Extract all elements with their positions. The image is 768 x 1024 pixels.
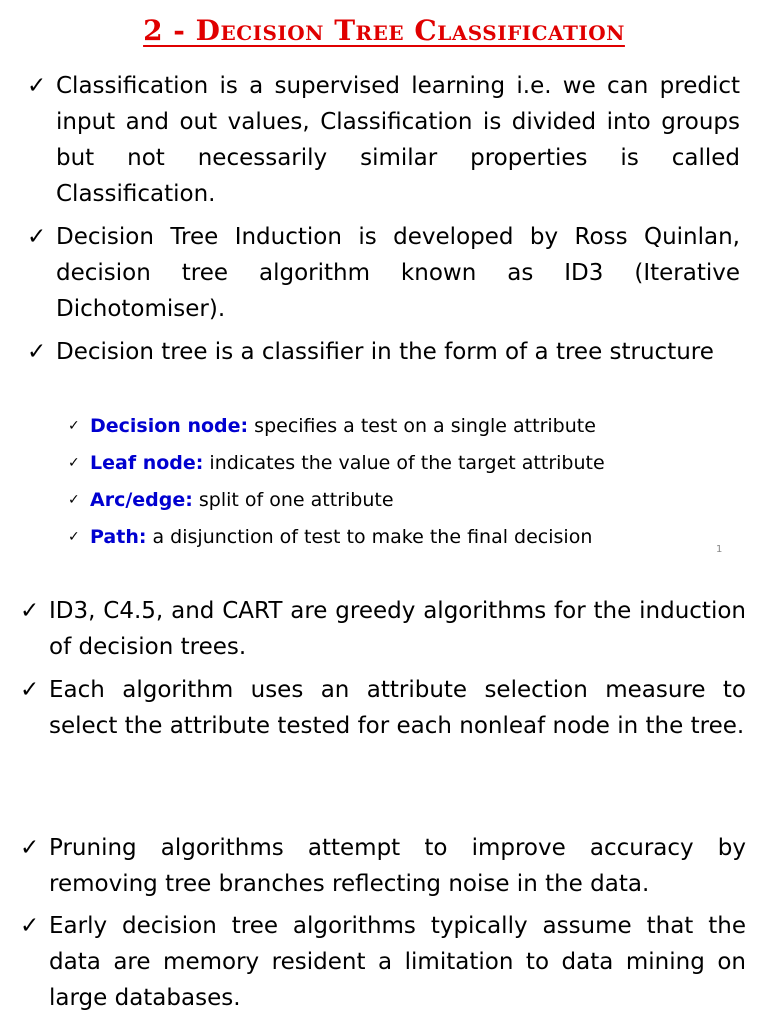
checkmark-icon: ✓	[68, 529, 80, 545]
checkmark-icon: ✓	[20, 598, 40, 624]
checkmark-icon: ✓	[20, 835, 40, 861]
subitem-text: a disjunction of test to make the final decision	[146, 526, 593, 548]
bullet-decision-tree-induction	[27, 219, 740, 327]
subitem-term: Decision node:	[90, 415, 249, 437]
subitem-arc-edge	[68, 488, 394, 512]
subitem-term: Arc/edge:	[90, 489, 193, 511]
subitem-leaf-node	[68, 451, 605, 475]
checkmark-icon: ✓	[27, 224, 47, 250]
checkmark-icon: ✓	[20, 913, 40, 939]
bullet-text: Early decision tree algorithms typically assume that the data are memory resident a limitation to data mining on large databases.	[49, 913, 746, 1011]
checkmark-icon: ✓	[27, 339, 47, 365]
bullet-text: Classification is a supervised learning i.e. we can predict input and out values, Classification is divided into groups but not necessarily similar properties is called Classification.	[56, 73, 740, 207]
bullet-decision-tree-classifier	[27, 334, 740, 370]
bullet-attribute-selection	[20, 672, 746, 744]
bullet-text: ID3, C4.5, and CART are greedy algorithms for the induction of decision trees.	[49, 598, 746, 660]
subitem-text: specifies a test on a single attribute	[248, 415, 596, 437]
checkmark-icon: ✓	[20, 677, 40, 703]
bullet-text: Decision tree is a classifier in the form of a tree structure	[56, 339, 714, 365]
checkmark-icon: ✓	[68, 455, 80, 471]
checkmark-icon: ✓	[68, 418, 80, 434]
bullet-greedy-algorithms	[20, 593, 746, 665]
checkmark-icon: ✓	[27, 73, 47, 99]
bullet-text: Each algorithm uses an attribute selection measure to select the attribute tested for each nonleaf node in the tree.	[49, 677, 746, 739]
subitem-path	[68, 525, 593, 549]
subitem-term: Leaf node:	[90, 452, 204, 474]
bullet-pruning	[20, 830, 746, 902]
bullet-classification	[27, 68, 740, 212]
bullet-memory-resident	[20, 908, 746, 1016]
subitem-decision-node	[68, 414, 596, 438]
subitem-term: Path:	[90, 526, 147, 548]
subitem-text: indicates the value of the target attribute	[203, 452, 605, 474]
bullet-text: Pruning algorithms attempt to improve accuracy by removing tree branches reflecting noise in the data.	[49, 835, 746, 897]
page-number: 1	[716, 544, 723, 555]
checkmark-icon: ✓	[68, 492, 80, 508]
page-title: 2 - Decision Tree Classification	[143, 14, 625, 47]
subitem-text: split of one attribute	[192, 489, 394, 511]
bullet-text: Decision Tree Induction is developed by Ross Quinlan, decision tree algorithm known as ID3 (Iterative Dichotomiser).	[56, 224, 740, 322]
